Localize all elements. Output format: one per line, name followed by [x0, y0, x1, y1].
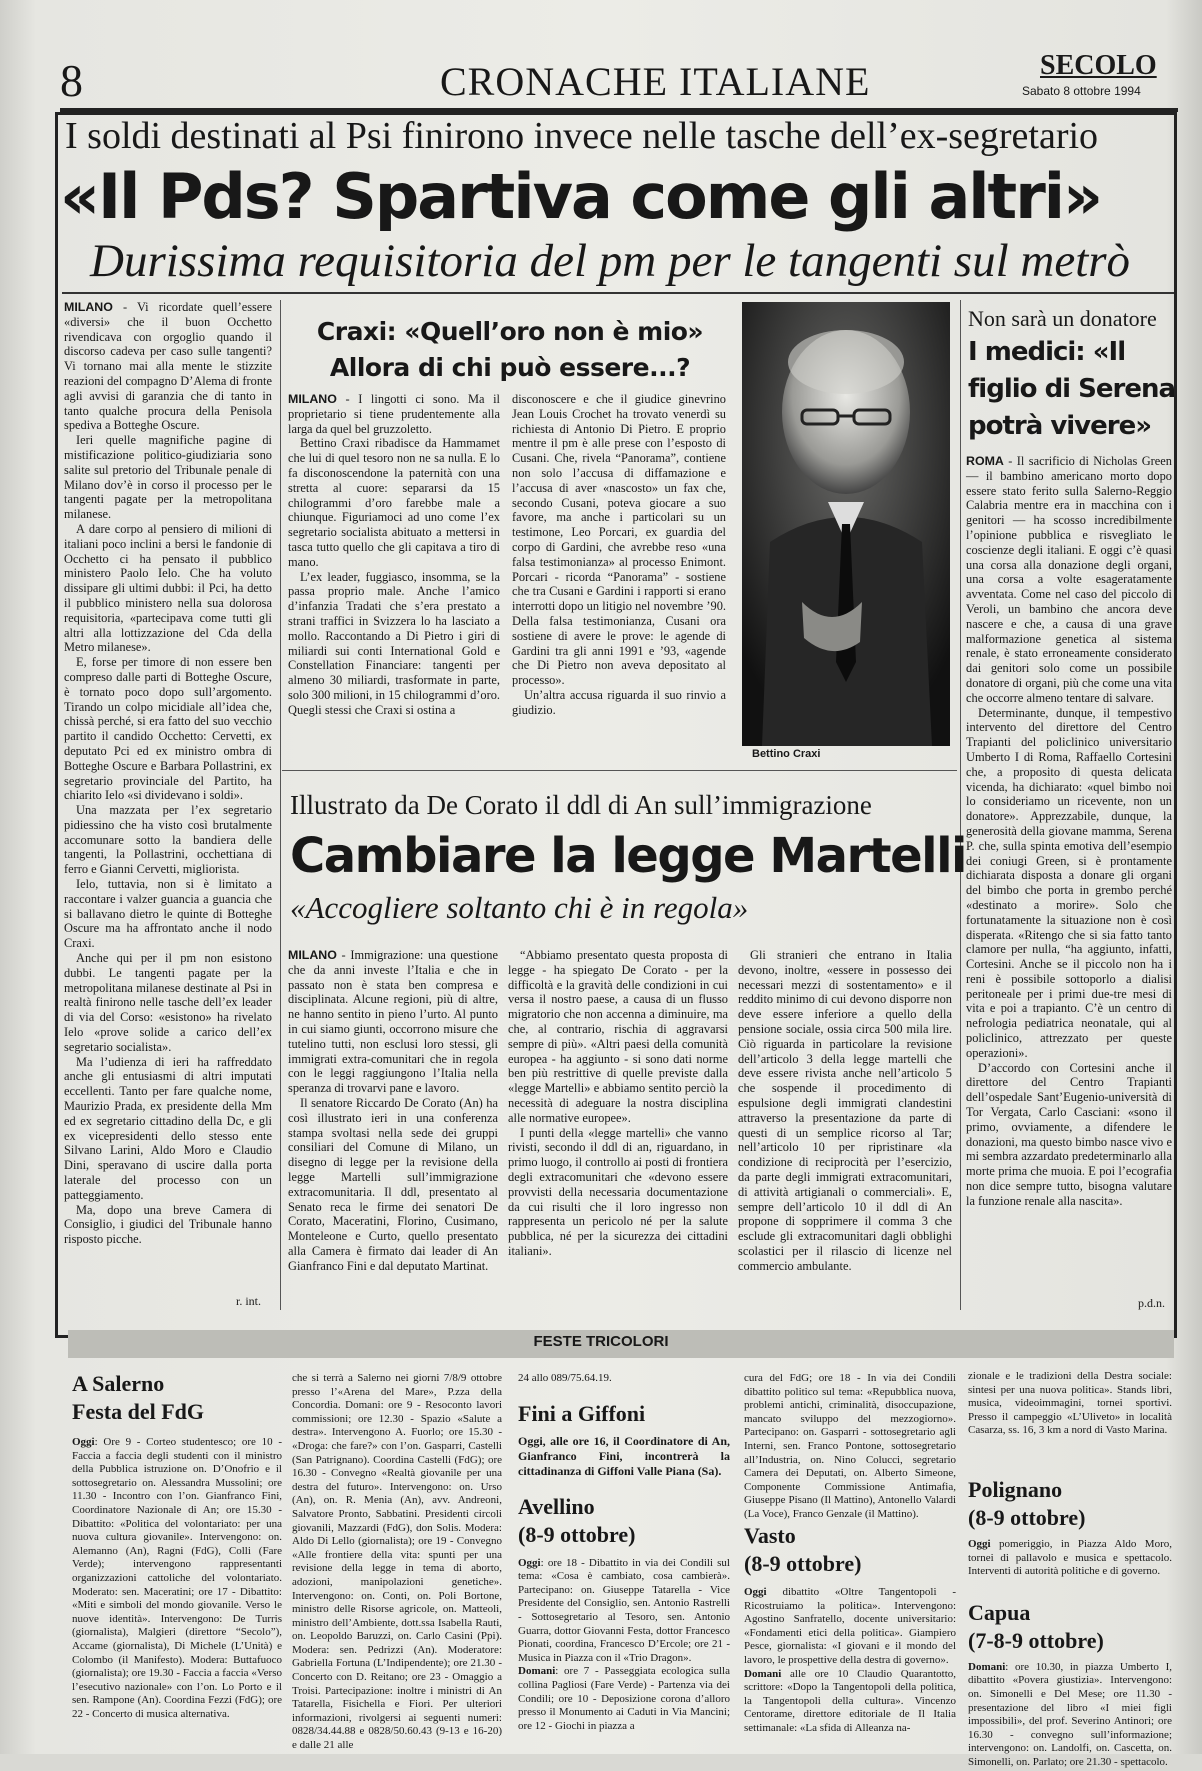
column-divider [280, 300, 281, 1310]
vasto-subtitle: (8-9 ottobre) [744, 1551, 862, 1576]
paragraph: Gli stranieri che entrano in Italia devono, inoltre, «essere in possesso dei necessari mezzi di sostentamento» e il reddito minimo di cui devono disporre non deve essere inferiore a quello della pensione sociale, ossia circa 500 mila lire. Ciò riguarda in particolare la revisione dell’articolo 3 della legge martelli che deve essere rivista anche nell’articolo 5 che sospende il procedimento di espulsione degli immigrati clandestini attraverso la presentazione da parte di questi di un semplice ricorso al Tar; nell’articolo 10 per ripristinare «la condizione di reciprocità per l’esercizio, da parte degli immigrati extracomunitari, di attività artigianali o commerciali». E, sempre dell’articolo 10 il ddl di An propone di sopprimere il comma 3 che esclude gli extracomunitari dagli obblighi scolastici per il rilascio di licenze nel commercio ambulante. [738, 948, 952, 1273]
paragraph: Anche qui per il pm non esistono dubbi. Le tangenti pagate per la metropolitana milanese destinate al Psi in realtà finirono nelle tasche dell’ex leader di via del Corso: «esistono» ha rivelato Ielo «prove solide a carico dell’ex segretario socialista». [64, 951, 272, 1054]
main-subhead: Durissima requisitoria del pm per le tangenti sul metrò [90, 235, 1131, 287]
side-headline: I medici: «Il figlio di Serena potrà vivere» [968, 337, 1176, 441]
immigration-column-2 [508, 948, 728, 1308]
salerno-text: Oggi: Ore 9 - Corteo studentesco; ore 10 - Faccia a faccia degli studenti con il ministro della Pubblica istruzione on. D’Onofrio e il sottosegretario on. Alessandra Mussolini; ore 11.30 - Incontro con l’on. Gianfranco Fini, Coordinatore Nazionale di An; ore 15.30 - Dibattito: «Politica del volontariato: per una nuova cultura giovanile». Intervengono: on. Alemanno (An), Ragni (FdG), Colli (Fare Verde); intervengono rappresentanti organizzazioni cattoliche del volontariato. Moderato: sen. Maceratini; ore 17 - Dibattito: «Miti e simboli del mondo giovanile. Verso le nuove identità». Intervengono: De Turris (giornalista), Malgieri (direttore “Secolo”), Accame (giornalista), Di Michele (L’Unità) e Colombo (il Manifesto). Modera: Buttafuoco (giornalista); ore 19.30 - Faccia a faccia «Verso l’esecutivo nazionale» con l’on. Lo Porto e il sen. Rampone (An). Coordina Fezzi (FdG); ore 22 - Concerto di musica alternativa. [72, 1436, 282, 1720]
vasto-section: cura del FdG; ore 18 - In via dei Condili dibattito politico sul tema: «Repubblica nuova, problemi antichi, criminalità, disoccupazione, mancato sviluppo del mezzogiorno». Partecipano: on. Gasparri - sottosegretario agli Interni, sen. Franco Pontone, sottosegretario all’Industria, on. Nino Colucci, segretario Camera dei Deputati, on. Alberto Simeone, Componente Commissione Antimafia, Giuseppe Pisano (Il Mattino), Antonello Valardi (La Voce), Franco Genzale (il Mattino). Vasto (8-9 ottobre) Oggi dibattito «Oltre Tangentopoli - Ricostruiamo la politica». Intervengono: Agostino Sanfratello, docente universitario: «Fondamenti etici della politica». Giampiero Pesce, giornalista: «I giovani e il mondo del lavoro, le prospettive della destra di governo». Domani alle ore 10 Claudio Quarantotto, scrittore: «Dopo la Tangentopoli della politica, la Tangentopoli della cultura». Vincenzo Centorame, direttore editoriale de Il Italia settimanale: «La sfida di Alleanza na- [744, 1372, 956, 1736]
salerno-title: A Salerno [72, 1371, 165, 1396]
capua-subtitle: (7-8-9 ottobre) [968, 1627, 1104, 1653]
paragraph: Ma, dopo una breve Camera di Consiglio, i giudici del Tribunale hanno risposto picche. [64, 1202, 272, 1247]
paragraph: Una mazzata per l’ex segretario pidiessino che ha visto così brutalmente accomunare sotto la bandiera delle tangenti, la Pollastrini, occhettiana di ferro e Gianni Cervetti, migliorista. [64, 803, 272, 877]
feste-banner-label: FESTE TRICOLORI [533, 1333, 669, 1350]
side-kicker: Non sarà un donatore [968, 306, 1157, 331]
paragraph: MILANO - Immigrazione: una questione che da anni investe l’Italia e che in passato non è stata ben compresa e disciplinata. Alcune regioni, più di altre, ne hanno sentito in pieno l’urto. Al punto in cui siamo giunti, occorrono misure che tutelino tutti, non esclusi loro stessi, gli immigrati extra-comunitari che in regola con le leggi raggiungono l’Italia nella speranza di trovarvi pane e lavoro. [288, 948, 498, 1096]
paragraph: D’accordo con Cortesini anche il direttore del Centro Trapianti dell’ospedale Sant’Eugenio-università di Tor Vergata, Carlo Casciani: «sono il primo, ovviamente, a difendere le donazioni, ma questo bimbo nasce vivo e mi sembra azzardato predeterminarlo alla morte prima che muoia. E poi l’ecografia non dice sempre tutto, bisogna valutare la funzione renale alla nascita». [966, 1060, 1172, 1208]
paragraph: Bettino Craxi ribadisce da Hammamet che lui di quel tesoro non ne sa nulla. E lo fa disconoscendone la paternità con una stretta al cuore: separarsi da 15 chilogrammi d’oro farebbe male a chiunque. Figuriamoci ad uno come l’ex segretario socialista abituato a mettersi in tasca tutto quello che gli capitava a tiro di mano. [288, 436, 500, 569]
paragraph: I punti della «legge martelli» che vanno rivisti, secondo il ddl di an, riguardano, in primo luogo, il controllo ai posti di frontiera degli extracomunitari che «devono essere provvisti della necessaria documentazione da cui risulti che il loro ingresso non rappresenta un pericolo né per la salute pubblica, né per la sicurezza dei cittadini italiani». [508, 1125, 728, 1258]
immigration-headline: Cambiare la legge Martelli [290, 828, 967, 884]
immigration-column-3 [738, 948, 952, 1308]
paragraph: Un’altra accusa riguarda il suo rinvio a giudizio. [512, 687, 726, 717]
craxi-headline: Craxi: «Quell’oro non è mio» Allora di chi può essere...? [316, 317, 704, 382]
main-headline: «Il Pds? Spartiva come gli altri» [60, 160, 1102, 233]
page-number: 8 [60, 55, 83, 106]
byline: r. int. [236, 1294, 262, 1308]
capua-title: Capua [968, 1599, 1031, 1625]
side-article-body [966, 454, 1172, 1304]
paragraph: disconoscere e che il giudice ginevrino Jean Louis Crochet ha trovato venerdì su richiesta di Antonio Di Pietro. E proprio mentre il pm è alle prese con l’esposto di Cusani. Che, rivela “Panorama”, contiene non solo l’accusa di diffamazione e l’accusa di aver «nascosto» un fax che, secondo Cusani, poteva giocare a suo favore, ma anche i particolari su un testimone, Leo Porcari, ex guardia del corpo di Gardini, che avrebbe reso «una falsa testimonianza» al processo Enimont. Porcari - ricorda “Panorama” - sostiene che tra Cusani e Gardini i rapporti si erano interrotti dopo un litigio nel novembre ’90. Della falsa testimonianza, Cusani ora sostiene di avere le prove: le agende di Gardini tra gli anni 1991 e ’93, «agende che Di Pietro non aveva depositato al processo». [512, 392, 726, 688]
salerno-subtitle: Festa del FdG [72, 1399, 204, 1424]
paragraph: A dare corpo al pensiero di milioni di italiani poco inclini a bersi le fandonie di Occhetto ci ha pensato il pubblico ministero Paolo Ielo. Che ha voluto dissipare gli ultimi dubbi: il Pci, ha detto il pubblico ministero nella sua dolorosa requisitoria, «partecipava come tutti gli altri alla lottizzazione del Cda della Metro milanese». [64, 521, 272, 655]
headline-rule [62, 292, 1174, 294]
craxi-column-2 [512, 392, 726, 768]
paragraph: E, forse per timore di non essere ben compreso dalle parti di Botteghe Oscure, è tornato poco dopo sull’argomento. Tirando un colpo micidiale all’idea che, chissà perché, si era fatto del suo vecchio partito il candido Occhetto: Cervetti, ex deputato Pci ed ex ministro ombra di Botteghe Oscure e Barbara Pollastrini, ex segretario provinciale del Partito, ha chiarito Ielo «si dividevano i soldi». [64, 655, 272, 803]
craxi-column-1 [288, 392, 500, 768]
fini-title: Fini a Giffoni [518, 1400, 646, 1426]
polignano-subtitle: (8-9 ottobre) [968, 1505, 1086, 1530]
craxi-photo [742, 302, 950, 746]
paragraph: L’ex leader, fuggiasco, insomma, se la passa proprio male. Anche l’amico d’infanzia Tradati che s’era prestato a strani traffici in Svizzera lo ha lasciato a mollo. Raccontando a Di Pietro i giri di miliardi sui conti International Gold e Constellation Financiare: tangenti per almeno 30 miliardi, trasformate in parte, solo 300 milioni, in 15 chilogrammi d’oro. Quegli stessi che Craxi si ostina a [288, 569, 501, 717]
fini-text: Oggi, alle ore 16, il Coordinatore di An, Gianfranco Fini, incontrerà la cittadinanza di Giffoni Valle Piana (Sa). [518, 1433, 730, 1478]
byline: p.d.n. [1138, 1296, 1165, 1310]
vasto-title: Vasto [744, 1523, 796, 1548]
section-title: CRONACHE ITALIANE [440, 59, 871, 104]
immigration-column-1 [288, 948, 498, 1308]
avellino-text: Oggi: ore 18 - Dibattito in via dei Condili sul tema: «Cosa è cambiato, cosa cambierà». Partecipano: on. Giuseppe Tatarella - Vice Presidente del Consiglio, sen. Antonio Rastrelli - Sottosegretario al Tesoro, sen. Antonio Guarra, dottor Giovanni Festa, dottor Francesco Pionati, coordina, Francesco D’Ercole; ore 21 - Musica in Piazza con il «Trio Dragon». Domani: ore 7 - Passeggiata ecologica sulla collina Pagliosi (Fare Verde) - Partenza via dei Condili; ore 10 - Deposizione corona d’alloro presso il Monumento ai Caduti in Via Mancini; ore 12 - Giochi in piazza a [518, 1556, 730, 1732]
polignano-title: Polignano [968, 1477, 1063, 1502]
paragraph: Determinante, dunque, il tempestivo intervento del direttore del Centro Trapianti del policlinico universitario Umberto I di Roma, Raffaello Cortesini che, a proposito di questa delicata vicenda, ha dichiarato: «quel bimbo noi lo consideriamo un ricevente, non un donatore». Apprezzabile, dunque, la generosità della giovane mamma, Serena P. che, sulla spinta emotiva dell’esempio dei coniugi Green, si è prontamente dichiarata disposta a donare gli organi del bimbo che porta in grembo perché «destinato a morire». Solo che fortunatamente la situazione non è così disperata. «Ritengo che si sia fatto tanto clamore per nulla, “ha aggiunto, infatti, Cortesini. Anche se il piccolo non ha i reni è possibile sottoporlo a dialisi peritoneale per i primi due-tre mesi di vita e poi a trapianto. C’è un centro di nefrologia pediatrica neonatale, qui al policlinico, attrezzato per queste operazioni». [966, 705, 1172, 1060]
masthead: SECOLO [1040, 50, 1157, 81]
issue-date: Sabato 8 ottobre 1994 [1022, 84, 1141, 98]
vasto-text: Oggi dibattito «Oltre Tangentopoli - Ricostruiamo la politica». Intervengono: Agostino Sanfratello, docente universitario: «Fondamenti etici della politica». Giampiero Pesce, giornalista: «I giovani e il mondo del lavoro, le prospettive della destra di governo». Domani alle ore 10 Claudio Quarantotto, scrittore: «Dopo la Tangentopoli della politica, la Tangentopoli della cultura». Vincenzo Centorame, direttore editoriale de Il Italia settimanale: «La sfida di Alleanza na- [744, 1586, 956, 1734]
immigration-subhead: «Accogliere soltanto chi è in regola» [290, 890, 749, 925]
column-divider [960, 300, 961, 1310]
paragraph: Ielo, tuttavia, non si è limitato a raccontare i valzer guancia a guancia che si ballavano dietro le quinte di Botteghe Oscure ma ha affrontato anche il nodo Craxi. [64, 877, 272, 951]
paragraph: “Abbiamo presentato questa proposta di legge - ha spiegato De Corato - per la difficoltà e la gravità delle condizioni in cui versa il nostro paese, a causa di un flusso migratorio che non accenna a diminuire, ma che, al contrario, rischia di aggravarsi sempre di più». «Altri paesi della comunità europea - ha aggiunto - si sono dati norme ben più restrittive di quelle previste dalla «legge Martelli» e abbiamo sentito perciò la necessità di adeguare la nostra disciplina alle normative europee». [508, 948, 728, 1125]
main-kicker: I soldi destinati al Psi finirono invece nelle tasche dell’ex-segretario [65, 115, 1099, 157]
main-article-body [64, 300, 272, 1310]
immigration-kicker: Illustrato da De Corato il ddl di An sull’immigrazione [290, 790, 872, 820]
photo-caption: Bettino Craxi [752, 748, 821, 760]
fini-avellino-section: 24 allo 089/75.64.19. Fini a Giffoni Oggi, alle ore 16, il Coordinatore di An, Gianfranco Fini, incontrerà la cittadinanza di Giffoni Valle Piana (Sa). Avellino (8-9 ottobre) Oggi: ore 18 - Dibattito in via dei Condili sul tema: «Cosa è cambiato, cosa cambierà». Partecipano: on. Giuseppe Tatarella - Vice Presidente del Consiglio, sen. Antonio Rastrelli - Sottosegretario al Tesoro, sen. Antonio Guarra, dottor Giovanni Festa, dottor Francesco Pionati, coordina, Francesco D’Ercole; ore 21 - Musica in Piazza con il «Trio Dragon». Domani: ore 7 - Passeggiata ecologica sulla collina Pagliosi (Fare Verde) - Partenza via dei Condili; ore 10 - Deposizione corona d’alloro presso il Monumento ai Caduti in Via Mancini; ore 12 - Giochi in piazza a [518, 1372, 730, 1747]
paragraph: MILANO - Vi ricordate quell’essere «diversi» che il buon Occhetto rivendicava con orgoglio quando il discorso cadeva per caso sulle tangenti? Vi tornano mai alla mente le stizzite reazioni del compagno D’Alema di fronte agli avvisi di garanzia che di tanto in tanto qualche procura della Penisola spediva a Botteghe Oscure. [64, 300, 272, 433]
avellino-subtitle: (8-9 ottobre) [518, 1521, 636, 1547]
salerno-continued-text: che si terrà a Salerno nei giorni 7/8/9 ottobre presso l’«Arena del Mare», P.zza della Concordia. Domani: ore 9 - Resoconto lavori commissioni; ore 12.30 - Spazio «Salute a destra». Intervengono A. Fuorlo; ore 15.30 - «Droga: che fare?» con l’on. Gasparri, Castelli (San Patrignano). Coordina Castelli (FdG); ore 16.30 - Convegno «Realtà giovanile per una destra del futuro». Intervengono: on. Urso (An), on. R. Menia (An), avv. Andreoni, Salvatore Pronto, Sabbatini. Presidenti circoli giovanili, Mazzardi (FdG), don Solis. Modera: Aldo Di Lello (giornalista); ore 19 - Convegno «Alle frontiere della vita: spunti per una revisione della legge in tema di aborto, adozioni, manipolazioni genetiche». Intervengono: on. Conti, on. Poli Bortone, ministro delle Risorse agricole, on. Matteoli, ministro dell’Ambiente, dott.ssa Isabella Rauti, on. Leopoldo Baruzzi, on. Carlo Casini (Ppi). Modera: sen. Pedrizzi (An). Moderatore: Gabriella Fortuna (L’Indipendente); ore 21.30 - Concerto con D. Reitano; ore 23 - Omaggio a Troisi. Partecipazione: inoltre i ministri di An Tatarella, Fisichella e Fiori. Per ulteriori informazioni, rivolgersi ai seguenti numeri: 0828/34.44.88 e 0828/50.60.43 (9-13 e 16-20) e dalle 21 alle [292, 1372, 502, 1752]
capua-text: Domani: ore 10.30, in piazza Umberto I, dibattito «Povera giustizia». Intervengono: on. Simonelli e Del Mese; ore 11.30 - presentazione del libro «I miei figli impossibili», del prof. Severino Antinori; ore 16.30 - convegno sull’informazione; intervengono: on. Landolfi, on. Cascetta, on. Simonelli, on. Parlato; ore 21.30 - spettacolo. [968, 1660, 1172, 1768]
paragraph: Ma l’udienza di ieri ha raffreddato anche gli entusiasmi di altri imputati eccellenti. Tanto per fare qualche nome, Maurizio Prada, ex presidente della Mm ed ex segretario cittadino della Dc, e gli ex vicepresidenti dello stesso ente Silvano Larini, Aldo Moro e Claudio Dini, speravano di uscire dalla porta laterale del processo con un patteggiamento. [64, 1054, 272, 1202]
section-divider [282, 770, 957, 771]
paragraph: Il senatore Riccardo De Corato (An) ha così illustrato ieri in una conferenza stampa svoltasi nella sede dei gruppi consiliari del Comune di Milano, un disegno di legge per la revisione della legge Martelli sull’immigrazione extracomunitaria. Il ddl, presentato al Senato reca le firme dei senatori De Corato, Maceratini, Florino, Cusimano, Monteleone e Curto, quello presentato alla Camera è firmato dai leader di An Gianfranco Fini e dal deputato Martinat. [288, 1095, 498, 1273]
paragraph: Ieri quelle magnifiche pagine di mistificazione politico-giudiziaria sono salite sul pretorio del Tribunale penale di Milano dov’è in corso il processo per le tangenti pagate per la metropolitana milanese. [64, 433, 272, 522]
avellino-title: Avellino [518, 1493, 595, 1519]
polignano-capua-section: zionale e le tradizioni della Destra sociale: sintesi per una nuova politica». Stands libri, musica, videoimmagini, tornei sportivi. Presso il campeggio «L’Uliveto» in località Casarza, ss. 16, 3 km a nord di Vasto Marina. Polignano (8-9 ottobre) Oggi pomeriggio, in Piazza Aldo Moro, tornei di pallavolo e musica e spettacolo. Interventi di autorità politiche e di governo. Capua (7-8-9 ottobre) Domani: ore 10.30, in piazza Umberto I, dibattito «Povera giustizia». Intervengono: on. Simonelli e Del Mese; ore 11.30 - presentazione del libro «I miei figli impossibili», del prof. Severino Antinori; ore 16.30 - convegno sull’informazione; intervengono: on. Landolfi, on. Cascetta, on. Simonelli, on. Parlato; ore 21.30 - spettacolo. [968, 1370, 1172, 1771]
salerno-section [72, 1370, 282, 1752]
paragraph: MILANO - I lingotti ci sono. Ma il proprietario si tiene prudentemente alla larga da quel bel gruzzoletto. [288, 392, 500, 436]
paragraph: ROMA - Il sacrificio di Nicholas Green — il bambino americano morto dopo essere stato ferito sulla Salerno-Reggio Calabria mentre era in macchina con i genitori — ha scosso incredibilmente l’opinione pubblica e risvegliato le coscienze degli italiani. E oggi c’è quasi una corsa alla donazione degli organi, una corsa a volte esageratamente avventata. Come nel caso del piccolo di Veroli, un bambino che ancora deve nascere e che, a causa di una grave malformazione genetica al sistema renale, è stato erroneamente considerato dai genitori solo come un possibile donatore di organi, più che come una vita che occorre almeno tentare di salvare. [966, 454, 1172, 705]
polignano-text: Oggi pomeriggio, in Piazza Aldo Moro, tornei di pallavolo e musica e spettacolo. Interventi di autorità politiche e di governo. [968, 1538, 1172, 1578]
